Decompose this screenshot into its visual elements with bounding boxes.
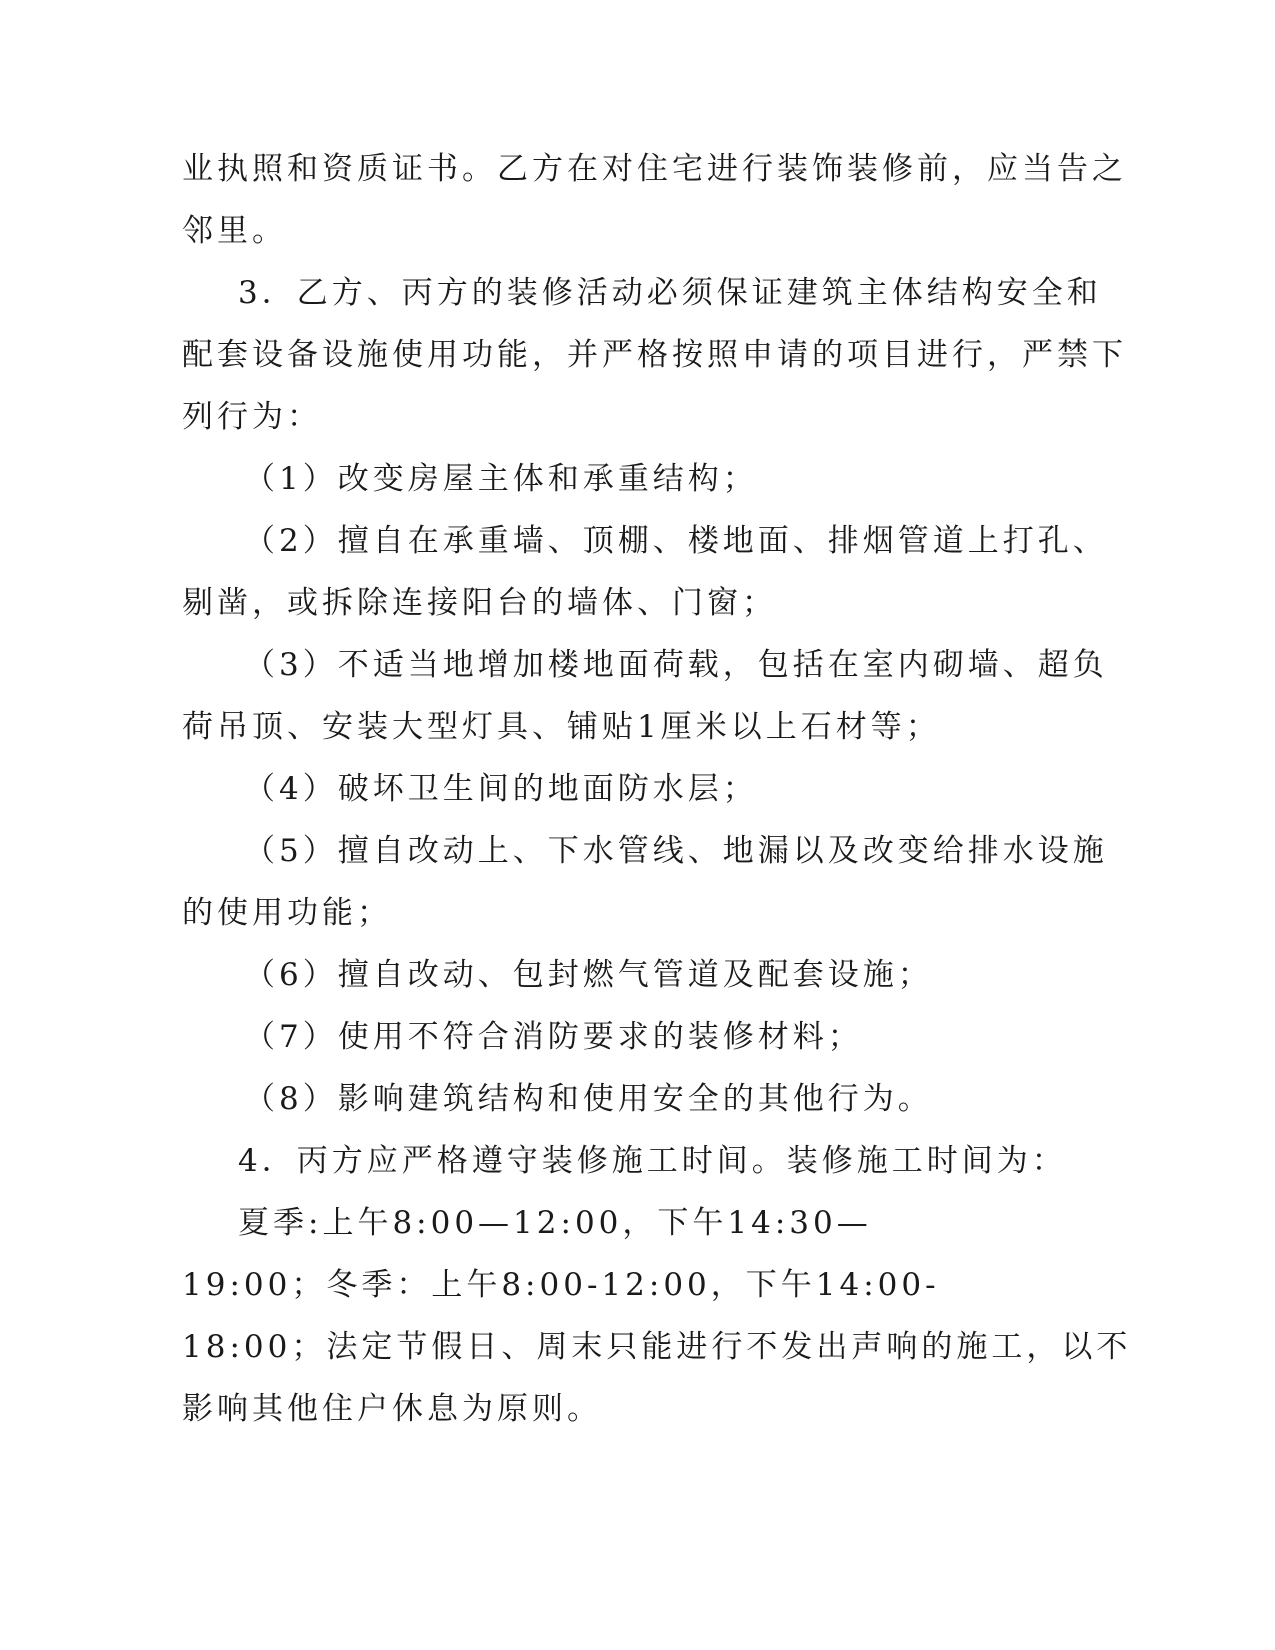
list-item-7: （7）使用不符合消防要求的装修材料； bbox=[244, 1019, 863, 1055]
text-line: 荷吊顶、安装大型灯具、铺贴1厘米以上石材等； bbox=[182, 709, 941, 745]
list-item-8: （8）影响建筑结构和使用安全的其他行为。 bbox=[244, 1081, 933, 1117]
text-line: 业执照和资质证书。乙方在对住宅进行装饰装修前，应当告之 bbox=[182, 151, 1127, 187]
text-line: 的使用功能； bbox=[182, 895, 392, 931]
text-line: 剔凿，或拆除连接阳台的墙体、门窗； bbox=[182, 585, 777, 621]
list-item-6: （6）擅自改动、包封燃气管道及配套设施； bbox=[244, 957, 933, 993]
list-item-1: （1）改变房屋主体和承重结构； bbox=[244, 461, 758, 497]
text-line: 列行为： bbox=[182, 399, 322, 435]
list-item-2: （2）擅自在承重墙、顶棚、楼地面、排烟管道上打孔、 bbox=[244, 523, 1108, 559]
section-4-heading-line: 4．丙方应严格遵守装修施工时间。装修施工时间为： bbox=[238, 1143, 1067, 1179]
list-item-4: （4）破坏卫生间的地面防水层； bbox=[244, 771, 758, 807]
summer-hours-line: 夏季:上午8:00—12:00，下午14:30— bbox=[238, 1205, 872, 1241]
text-line: 邻里。 bbox=[182, 213, 287, 249]
list-item-5: （5）擅自改动上、下水管线、地漏以及改变给排水设施 bbox=[244, 833, 1108, 869]
text-line: 影响其他住户休息为原则。 bbox=[182, 1391, 602, 1427]
text-line: 配套设备设施使用功能，并严格按照申请的项目进行，严禁下 bbox=[182, 337, 1127, 373]
section-3-heading-line: 3．乙方、丙方的装修活动必须保证建筑主体结构安全和 bbox=[238, 275, 1102, 311]
text-line: 18:00；法定节假日、周末只能进行不发出声响的施工，以不 bbox=[182, 1329, 1132, 1365]
winter-hours-line: 19:00；冬季：上午8:00-12:00，下午14:00- bbox=[182, 1267, 940, 1303]
document-body bbox=[182, 138, 1132, 1440]
list-item-3: （3）不适当地增加楼地面荷载，包括在室内砌墙、超负 bbox=[244, 647, 1108, 683]
